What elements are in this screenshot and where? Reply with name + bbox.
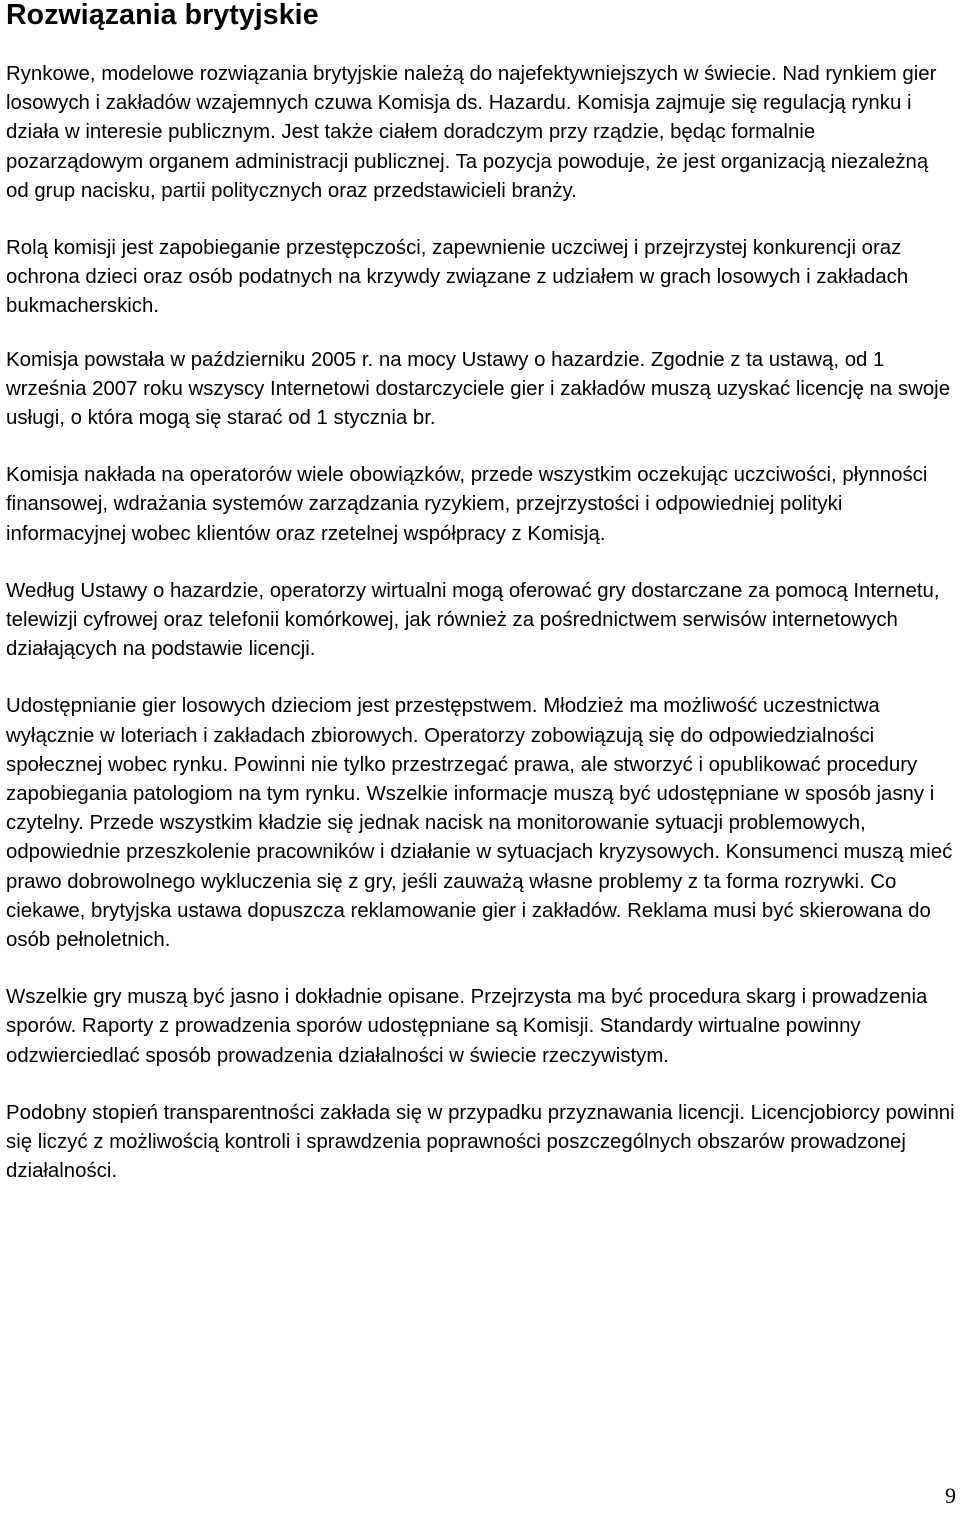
paragraph-7: Wszelkie gry muszą być jasno i dokładnie opisane. Przejrzysta ma być procedura skarg i prowadzenia sporów. Raporty z prowadzenia sporów udostępniane są Komisji. Standardy wirtualne powinny odzwierciedlać sposób prowadzenia działalności w świecie rzeczywistym. — [6, 986, 928, 1067]
paragraph-3: Komisja powstała w październiku 2005 r. na mocy Ustawy o hazardzie. Zgodnie z ta ustawą, od 1 września 2007 roku wszyscy Internetowi dostarczyciele gier i zakładów muszą uzyskać licencję na swoje usługi, o która mogą się starać od 1 stycznia br. — [6, 348, 951, 430]
paragraph-4: Komisja nakłada na operatorów wiele obowiązków, przede wszystkim oczekując uczciwości, płynności finansowej, wdrażania systemów zarządzania ryzykiem, przejrzystości i odpowiedniej polityki informacyjnej wobec klientów oraz rzetelnej współpracy z Komisją. — [6, 464, 928, 545]
paragraph-1: Rynkowe, modelowe rozwiązania brytyjskie należą do najefektywniejszych w świecie. Nad rynkiem gier losowych i zakładów wzajemnych czuwa Komisja ds. Hazardu. Komisja zajmuje się regulacją rynku i działa w interesie publicznym. Jest także ciałem doradczym przy rządzie, będąc formalnie pozarządowym organem administracji publicznej. Ta pozycja powoduje, że jest organizacją niezależną od grup nacisku, partii politycznych oraz przedstawicieli branży. — [6, 63, 937, 202]
section-heading: Rozwiązania brytyjskie — [6, 0, 319, 31]
document-page — [6, 0, 956, 1187]
paragraph-2: Rolą komisji jest zapobieganie przestępczości, zapewnienie uczciwej i przejrzystej konkurencji oraz ochrona dzieci oraz osób podatnych na krzywdy związane z udziałem w grach losowych i zakładach bukmacherskich. — [6, 237, 909, 318]
page-number: 9 — [945, 1483, 956, 1508]
paragraph-5: Według Ustawy o hazardzie, operatorzy wirtualni mogą oferować gry dostarczane za pomocą Internetu, telewizji cyfrowej oraz telefonii komórkowej, jak również za pośrednictwem serwisów internetowych działających na podstawie licencji. — [6, 579, 940, 661]
paragraph-8: Podobny stopień transparentności zakłada się w przypadku przyznawania licencji. Licencjobiorcy powinni się liczyć z możliwością kontroli i sprawdzenia poprawności poszczególnych obszarów prowadzonej działalności. — [6, 1101, 955, 1183]
paragraph-6: Udostępnianie gier losowych dzieciom jest przestępstwem. Młodzież ma możliwość uczestnictwa wyłącznie w loteriach i zakładach zbiorowych. Operatorzy zobowiązują się do odpowiedzialności społecznej wobec rynku. Powinni nie tylko przestrzegać prawa, ale stworzyć i opublikować procedury zapobiegania patologiom na tym rynku. Wszelkie informacje muszą być udostępniane w sposób jasny i czytelny. Przede wszystkim kładzie się jednak nacisk na monitorowanie sytuacji problemowych, odpowiednie przeszkolenie pracowników i działanie w sytuacjach kryzysowych. Konsumenci muszą mieć prawo dobrowolnego wykluczenia się z gry, jeśli zauważą własne problemy z ta forma rozrywki. Co ciekawe, brytyjska ustawa dopuszcza reklamowanie gier i zakładów. Reklama musi być skierowana do osób pełnoletnich. — [6, 695, 953, 952]
